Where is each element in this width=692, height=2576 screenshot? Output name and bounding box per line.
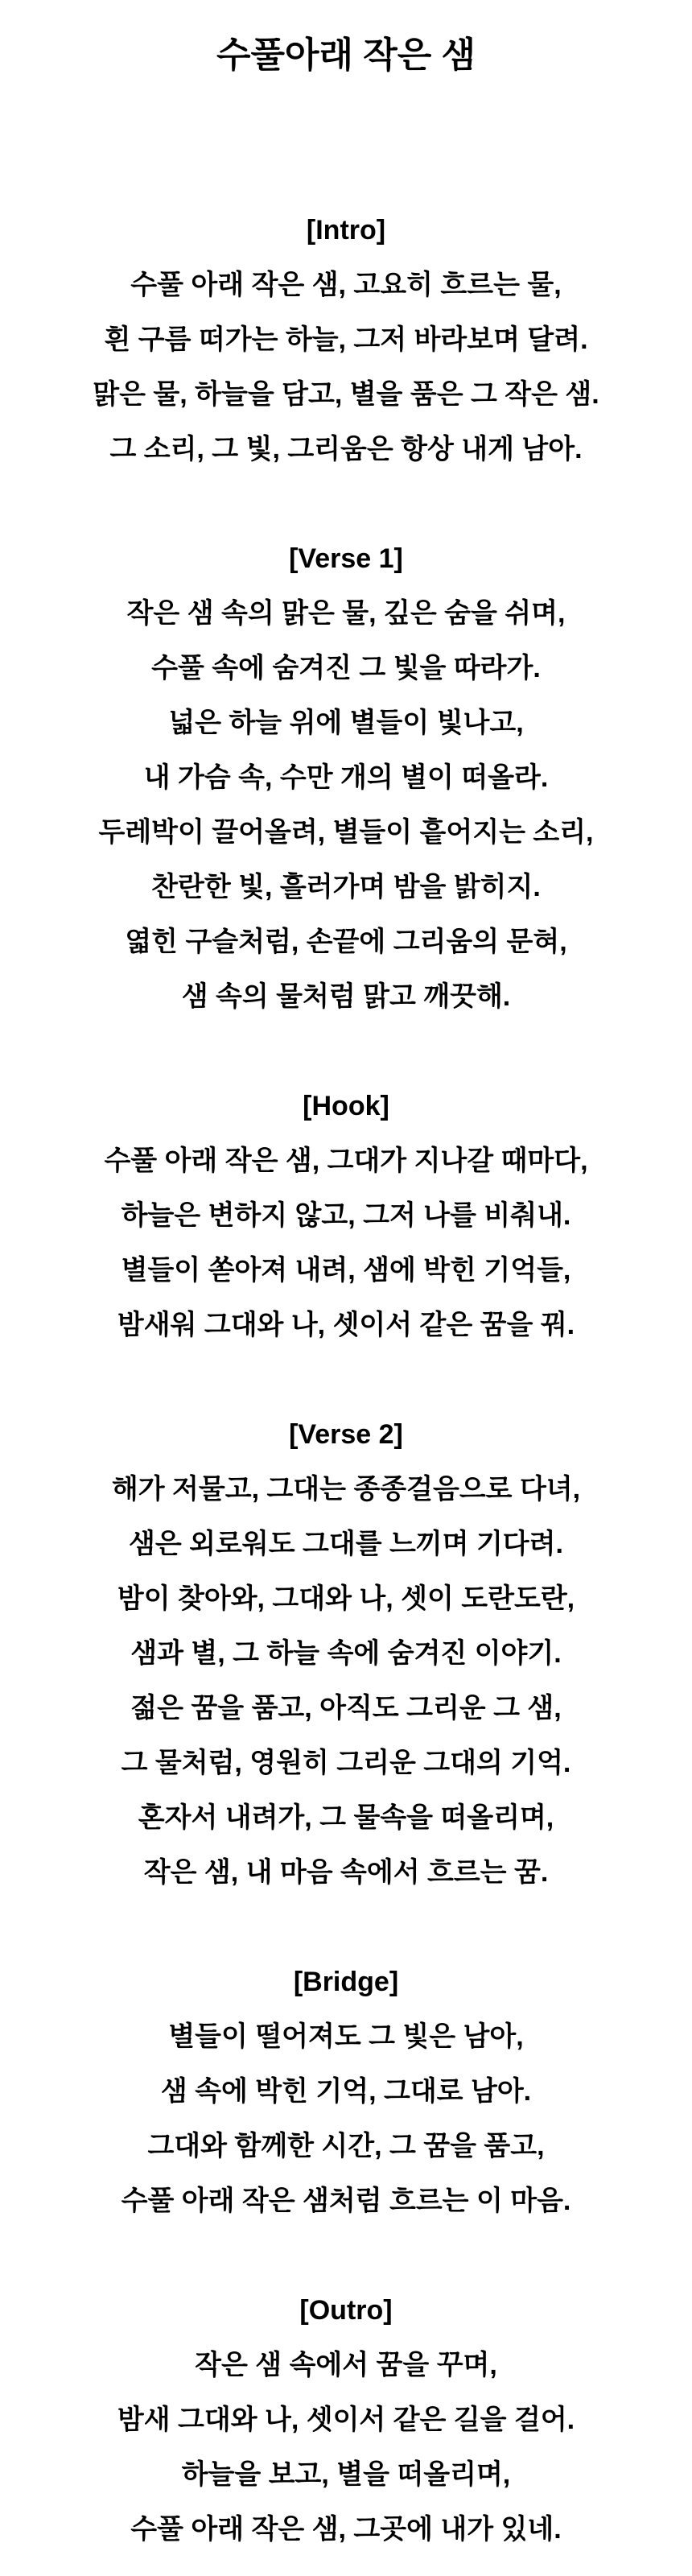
lyric-line: 수풀 아래 작은 샘, 그대가 지나갈 때마다, xyxy=(104,1146,588,1177)
lyric-line: 젊은 꿈을 품고, 아직도 그리운 그 샘, xyxy=(130,1693,562,1724)
lyric-line: 맑은 물, 하늘을 담고, 별을 품은 그 작은 샘. xyxy=(93,379,599,411)
lyric-line: 넓은 하늘 위에 별들이 빛나고, xyxy=(168,708,524,739)
lyric-line: 수풀 아래 작은 샘, 그곳에 내가 있네. xyxy=(130,2514,562,2545)
section-verse-1 xyxy=(0,531,692,1024)
section-outro xyxy=(0,2283,692,2557)
lyric-line: 내 가슴 속, 수만 개의 별이 떠올라. xyxy=(143,762,549,794)
lyric-line: 샘은 외로워도 그대를 느끼며 기다려. xyxy=(129,1529,563,1560)
lyric-line: 두레박이 끌어올려, 별들이 흩어지는 소리, xyxy=(98,817,594,848)
lyric-line: 하늘을 보고, 별을 떠올리며, xyxy=(181,2459,511,2491)
lyric-line: 샘과 별, 그 하늘 속에 숨겨진 이야기. xyxy=(130,1638,562,1670)
section-header-intro: [Intro] xyxy=(306,215,386,246)
lyric-line: 작은 샘 속의 맑은 물, 깊은 숨을 쉬며, xyxy=(126,598,566,630)
lyric-line: 작은 샘 속에서 꿈을 꾸며, xyxy=(195,2350,497,2381)
lyric-line: 흰 구름 떠가는 하늘, 그저 바라보며 달려. xyxy=(104,324,588,356)
section-hook xyxy=(0,1079,692,1352)
section-bridge xyxy=(0,1955,692,2228)
lyric-line: 그대와 함께한 시간, 그 꿈을 품고, xyxy=(147,2131,545,2162)
section-header-verse-2: [Verse 2] xyxy=(289,1419,403,1451)
lyric-line: 별들이 쏟아져 내려, 샘에 박힌 기억들, xyxy=(121,1255,571,1286)
song-title: 수풀아래 작은 샘 xyxy=(216,35,476,75)
lyric-line: 샘 속에 박힌 기억, 그대로 남아. xyxy=(160,2076,532,2107)
section-header-hook: [Hook] xyxy=(303,1091,389,1122)
lyric-line: 찬란한 빛, 흘러가며 밤을 밝히지. xyxy=(151,872,541,903)
lyric-line: 수풀 속에 숨겨진 그 빛을 따라가. xyxy=(151,653,541,684)
section-header-bridge: [Bridge] xyxy=(293,1967,399,1998)
lyric-line: 해가 저물고, 그대는 종종걸음으로 다녀, xyxy=(111,1474,581,1505)
lyric-line: 작은 샘, 내 마음 속에서 흐르는 꿈. xyxy=(143,1857,549,1889)
section-intro xyxy=(0,203,692,477)
lyric-line: 엷힌 구슬처럼, 손끝에 그리움의 문혀, xyxy=(125,927,567,958)
section-header-outro: [Outro] xyxy=(299,2295,393,2326)
lyric-line: 수풀 아래 작은 샘, 고요히 흐르는 물, xyxy=(130,270,562,301)
lyric-line: 샘 속의 물처럼 맑고 깨끗해. xyxy=(181,981,511,1013)
lyric-line: 밤새 그대와 나, 셋이서 같은 길을 걸어. xyxy=(117,2405,575,2436)
lyric-line: 그 물처럼, 영원히 그리운 그대의 기억. xyxy=(121,1748,571,1779)
section-verse-2 xyxy=(0,1407,692,1900)
lyric-line: 그 소리, 그 빛, 그리움은 항상 내게 남아. xyxy=(109,434,583,465)
lyric-line: 수풀 아래 작은 샘처럼 흐르는 이 마음. xyxy=(121,2186,571,2217)
lyric-line: 하늘은 변하지 않고, 그저 나를 비춰내. xyxy=(121,1200,571,1232)
lyric-line: 혼자서 내려가, 그 물속을 떠올리며, xyxy=(138,1802,554,1834)
lyric-line: 별들이 떨어져도 그 빛은 남아, xyxy=(168,2021,524,2053)
lyric-line: 밤새워 그대와 나, 셋이서 같은 꿈을 꿔. xyxy=(117,1310,575,1341)
section-header-verse-1: [Verse 1] xyxy=(289,543,403,575)
lyric-line: 밤이 찾아와, 그대와 나, 셋이 도란도란, xyxy=(117,1583,575,1615)
